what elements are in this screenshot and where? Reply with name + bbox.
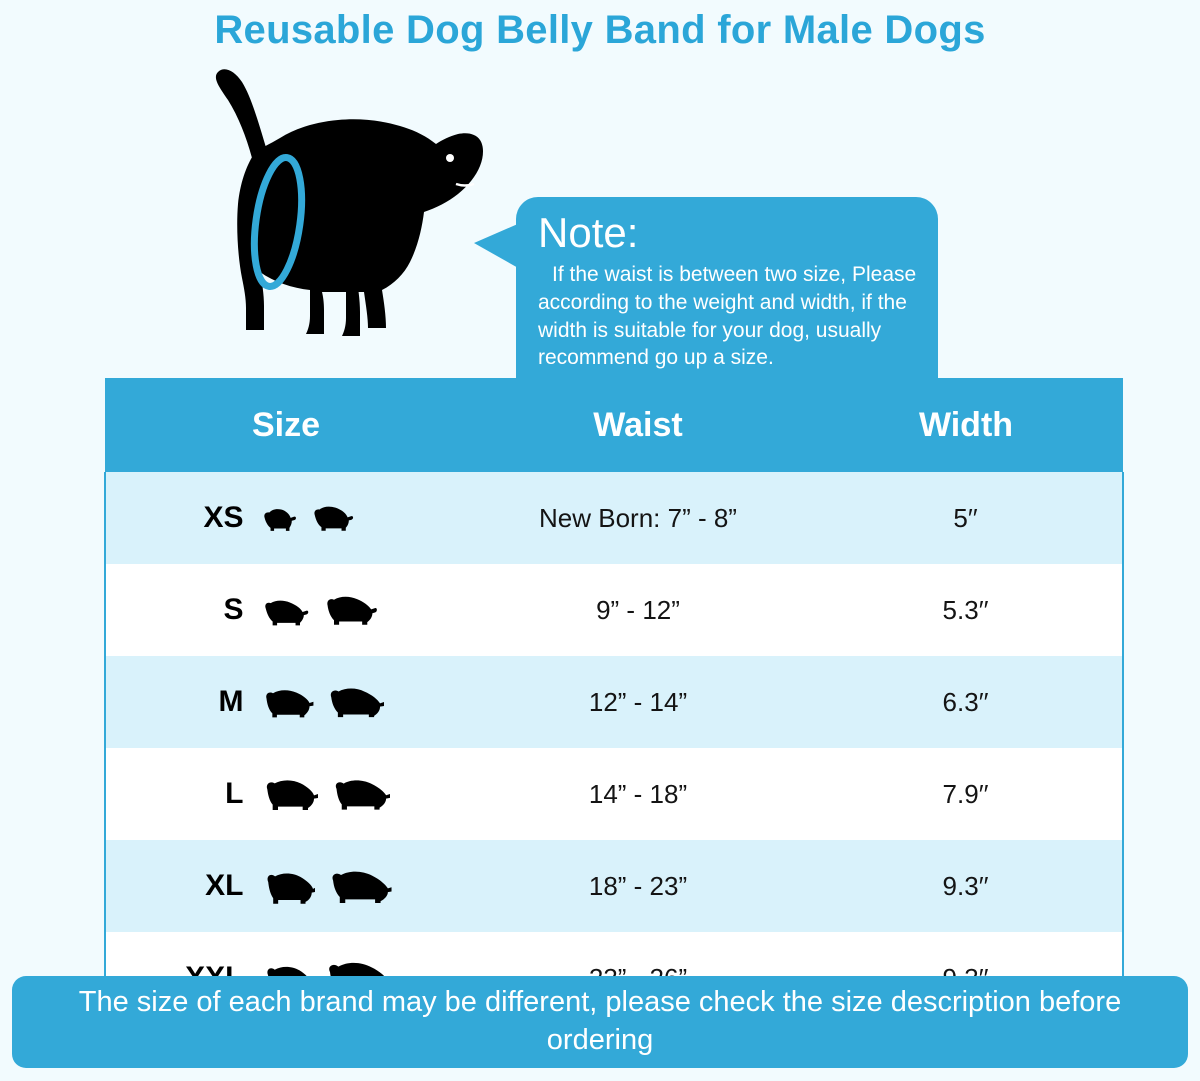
table-row: [105, 840, 1123, 932]
note-body: If the waist is between two size, Please according to the weight and width, if the width is suitable for your dog, usually recommend go up a size.: [538, 263, 917, 370]
table-row: [105, 472, 1123, 564]
waist-cell: 12” - 14”: [467, 656, 809, 748]
note-title: Note:: [538, 209, 639, 256]
column-header-waist: Waist: [467, 378, 809, 472]
page-title: Reusable Dog Belly Band for Male Dogs: [214, 8, 986, 52]
size-label: XS: [203, 501, 244, 534]
terrier-dog-icon: [322, 594, 378, 626]
width-cell: 6.3′′: [809, 656, 1123, 748]
size-cell: [105, 748, 467, 840]
footer-disclaimer: The size of each brand may be different, please check the size description before ordering: [12, 976, 1188, 1068]
size-chart-table: [104, 378, 1124, 1026]
dog-silhouette-icon: [150, 62, 490, 352]
table-row: [105, 748, 1123, 840]
small-dog-icon: [262, 598, 310, 626]
size-label: XL: [205, 869, 244, 902]
width-cell: 7.9′′: [809, 748, 1123, 840]
table-body: [105, 472, 1123, 1025]
dog-size-icons: [262, 594, 392, 626]
width-cell: 5′′: [809, 472, 1123, 564]
size-label: M: [218, 685, 244, 718]
large-dog-icon: [262, 777, 318, 811]
small-dog-icon: [262, 506, 298, 532]
large-dog-icon-2: [330, 777, 390, 811]
table-header: [105, 378, 1123, 472]
size-label: L: [225, 777, 244, 810]
xl-dog-icon: [262, 868, 315, 906]
xl-dog-icon-2: [327, 866, 392, 906]
illustration-and-note-section: [0, 62, 1200, 370]
column-header-size: Size: [105, 378, 467, 472]
waist-cell: 18” - 23”: [467, 840, 809, 932]
dog-size-icons: [262, 777, 392, 811]
waist-cell: 14” - 18”: [467, 748, 809, 840]
waist-cell: 9” - 12”: [467, 564, 809, 656]
medium-dog-icon-2: [326, 686, 384, 718]
size-cell: [105, 840, 467, 932]
dog-size-icons: [262, 686, 392, 718]
table-row: [105, 656, 1123, 748]
medium-dog-icon: [262, 688, 314, 718]
waist-cell: New Born: 7” - 8”: [467, 472, 809, 564]
small-dog-icon-2: [310, 504, 356, 532]
size-cell: [105, 472, 467, 564]
dog-size-icons: [262, 866, 392, 906]
size-cell: [105, 656, 467, 748]
size-label: S: [223, 593, 244, 626]
column-header-width: Width: [809, 378, 1123, 472]
width-cell: 9.3′′: [809, 840, 1123, 932]
dog-size-icons: [262, 504, 392, 532]
table-header-row: [105, 378, 1123, 472]
width-cell: 5.3′′: [809, 564, 1123, 656]
size-cell: [105, 564, 467, 656]
table-row: [105, 564, 1123, 656]
